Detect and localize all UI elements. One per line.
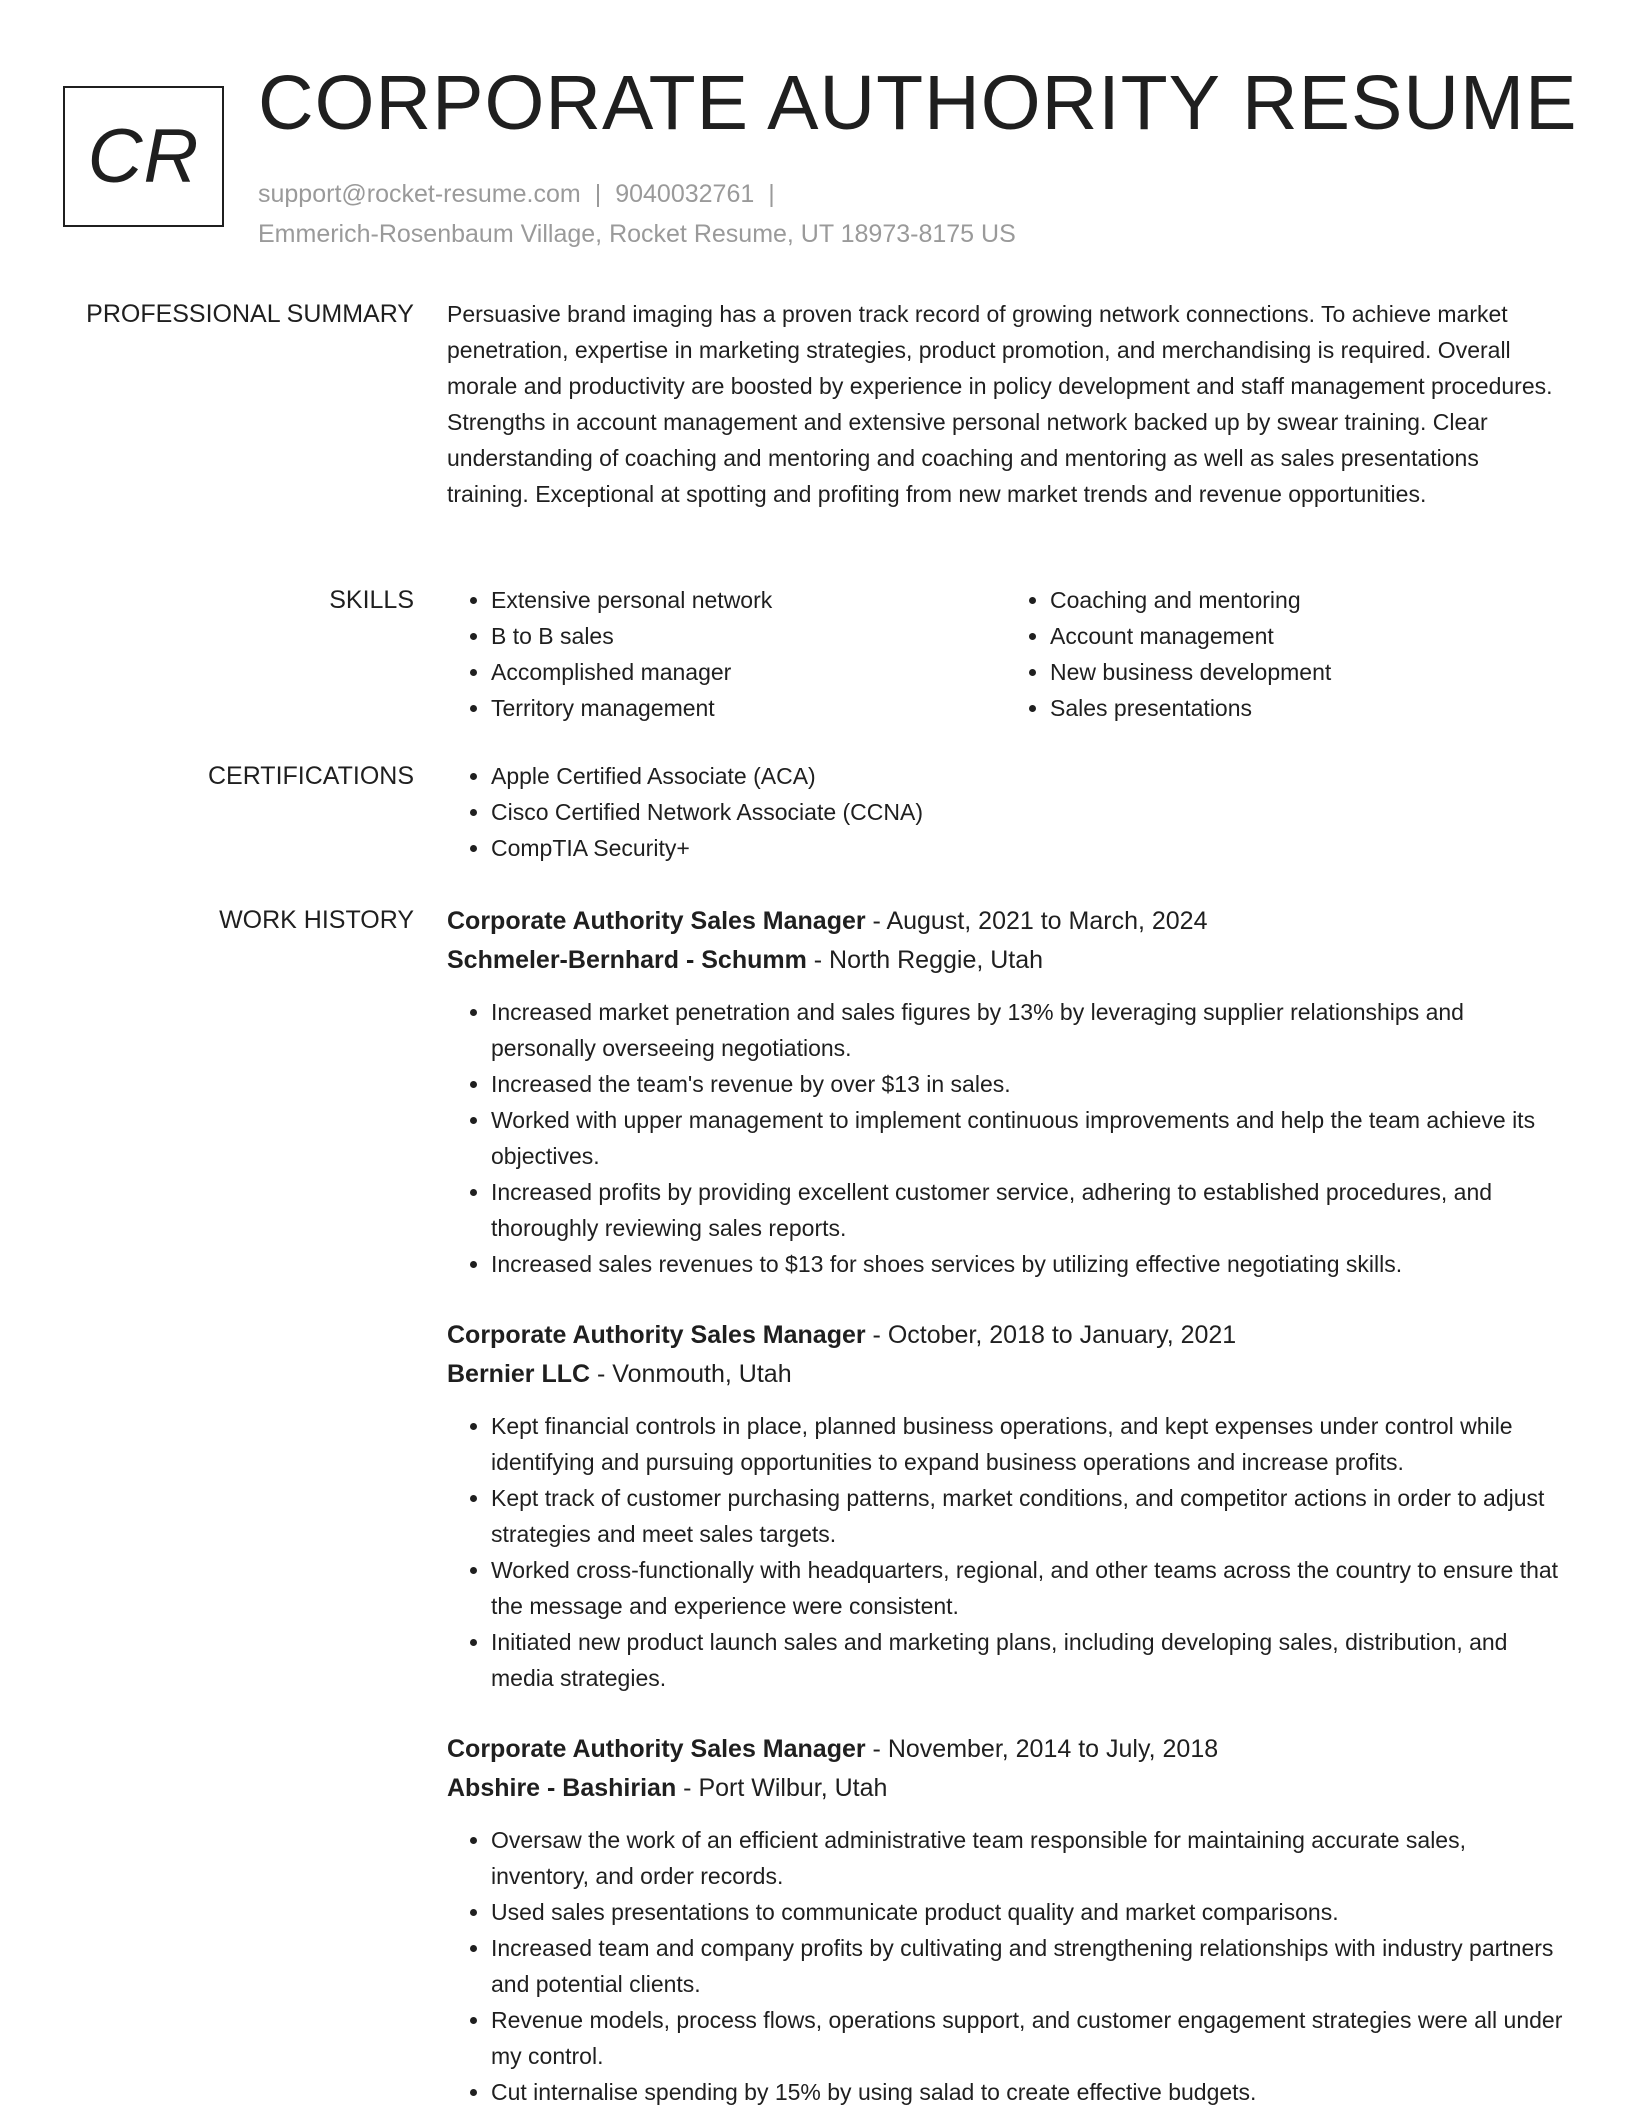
certification-item: • Cisco Certified Network Associate (CCNA) (491, 794, 1565, 830)
job-location: - North Reggie, Utah (806, 946, 1044, 974)
job-bullets (447, 1408, 1565, 1696)
section-label: CERTIFICATIONS (207, 762, 414, 790)
job-company: Bernier LLC (447, 1360, 591, 1388)
job-company: Schmeler-Bernhard - Schumm (447, 946, 807, 974)
job-dates: - August, 2021 to March, 2024 (865, 907, 1208, 935)
job-company-line (447, 1769, 1565, 1808)
skills-list-col1 (447, 582, 1006, 726)
certifications-body (447, 758, 1565, 866)
job-title: Corporate Authority Sales Manager (447, 907, 866, 935)
job-title-line (447, 1730, 1565, 1769)
job-title-line (447, 902, 1565, 941)
job-bullet: • Initiated new product launch sales and marketing plans, including developing sales, distribution, and media strategies. (491, 1624, 1565, 1696)
job-dates: - October, 2018 to January, 2021 (865, 1321, 1237, 1349)
skill-item: • Sales presentations (1050, 690, 1565, 726)
job-company: Abshire - Bashirian (447, 1774, 677, 1802)
job-bullet: • Increased sales revenues to $13 for shoes services by utilizing effective negotiating skills. (491, 1246, 1565, 1282)
section-label: SKILLS (329, 586, 414, 614)
email-link[interactable]: support@rocket-resume.com (258, 180, 581, 208)
skill-item: • Accomplished manager (491, 654, 1006, 690)
job-bullets (447, 994, 1565, 1282)
skills-list-col2 (1006, 582, 1565, 726)
job-title: Corporate Authority Sales Manager (447, 1321, 866, 1349)
skill-item: • Territory management (491, 690, 1006, 726)
job-bullet: • Increased the team's revenue by over $13 in sales. (491, 1066, 1565, 1102)
skill-item: • Extensive personal network (491, 582, 1006, 618)
summary-text: Persuasive brand imaging has a proven track record of growing network connections. To achieve market penetration, expertise in marketing strategies, product promotion, and merchandising is required. Overall morale and productivity are boosted by experience in policy development and staff management procedures. Strengths in account management and extensive personal network backed up by swear training. Clear understanding of coaching and mentoring and coaching and mentoring as well as sales presentations training. Exceptional at spotting and profiting from new market trends and revenue opportunities. (447, 301, 1553, 507)
job-company-line (447, 1355, 1565, 1394)
job-entry (447, 902, 1565, 1282)
job-bullet: • Revenue models, process flows, operations support, and customer engagement strategies were all under my control. (491, 2002, 1565, 2074)
skill-item: • Account management (1050, 618, 1565, 654)
job-bullet: • Used sales presentations to communicate product quality and market comparisons. (491, 1894, 1565, 1930)
job-bullet: • Increased team and company profits by cultivating and strengthening relationships with industry partners and potential clients. (491, 1930, 1565, 2002)
summary-body (447, 296, 1565, 512)
job-company-line (447, 941, 1565, 980)
certification-item: • Apple Certified Associate (ACA) (491, 758, 1565, 794)
skill-item: • Coaching and mentoring (1050, 582, 1565, 618)
separator: | (768, 180, 775, 208)
skills-body (447, 582, 1565, 726)
skill-item: • B to B sales (491, 618, 1006, 654)
contact-line-1 (258, 174, 1016, 214)
job-bullet: • Increased profits by providing excellent customer service, adhering to established procedures, and thoroughly reviewing sales reports. (491, 1174, 1565, 1246)
work-history-body (447, 902, 1565, 2110)
job-bullet: • Kept track of customer purchasing patterns, market conditions, and competitor actions in order to adjust strategies and meet sales targets. (491, 1480, 1565, 1552)
job-entry (447, 1730, 1565, 2110)
job-bullet: • Increased market penetration and sales figures by 13% by leveraging supplier relationships and personally overseeing negotiations. (491, 994, 1565, 1066)
job-bullets (447, 1822, 1565, 2110)
job-title: Corporate Authority Sales Manager (447, 1735, 866, 1763)
job-entry (447, 1316, 1565, 1696)
section-label: WORK HISTORY (219, 906, 414, 934)
certification-item: • CompTIA Security+ (491, 830, 1565, 866)
job-title-line (447, 1316, 1565, 1355)
address: Emmerich-Rosenbaum Village, Rocket Resume, UT 18973-8175 US (258, 220, 1016, 248)
job-bullet: • Cut internalise spending by 15% by using salad to create effective budgets. (491, 2074, 1565, 2110)
resume-title: CORPORATE AUTHORITY RESUME (258, 60, 1578, 146)
skills-columns (447, 582, 1565, 726)
job-location: - Vonmouth, Utah (590, 1360, 792, 1388)
job-bullet: • Worked with upper management to implement continuous improvements and help the team achieve its objectives. (491, 1102, 1565, 1174)
job-bullet: • Oversaw the work of an efficient administrative team responsible for maintaining accurate sales, inventory, and order records. (491, 1822, 1565, 1894)
contact-info (258, 174, 1016, 254)
job-dates: - November, 2014 to July, 2018 (865, 1735, 1219, 1763)
job-bullet: • Worked cross-functionally with headquarters, regional, and other teams across the country to ensure that the message and experience were consistent. (491, 1552, 1565, 1624)
skill-item: • New business development (1050, 654, 1565, 690)
job-bullet: • Kept financial controls in place, planned business operations, and kept expenses under control while identifying and pursuing opportunities to expand business operations and increase profits. (491, 1408, 1565, 1480)
job-location: - Port Wilbur, Utah (676, 1774, 888, 1802)
monogram-logo: CR (63, 86, 224, 227)
certifications-list (447, 758, 1565, 866)
section-label: PROFESSIONAL SUMMARY (86, 300, 414, 328)
separator: | (594, 180, 602, 208)
phone-number[interactable]: 9040032761 (615, 180, 755, 208)
